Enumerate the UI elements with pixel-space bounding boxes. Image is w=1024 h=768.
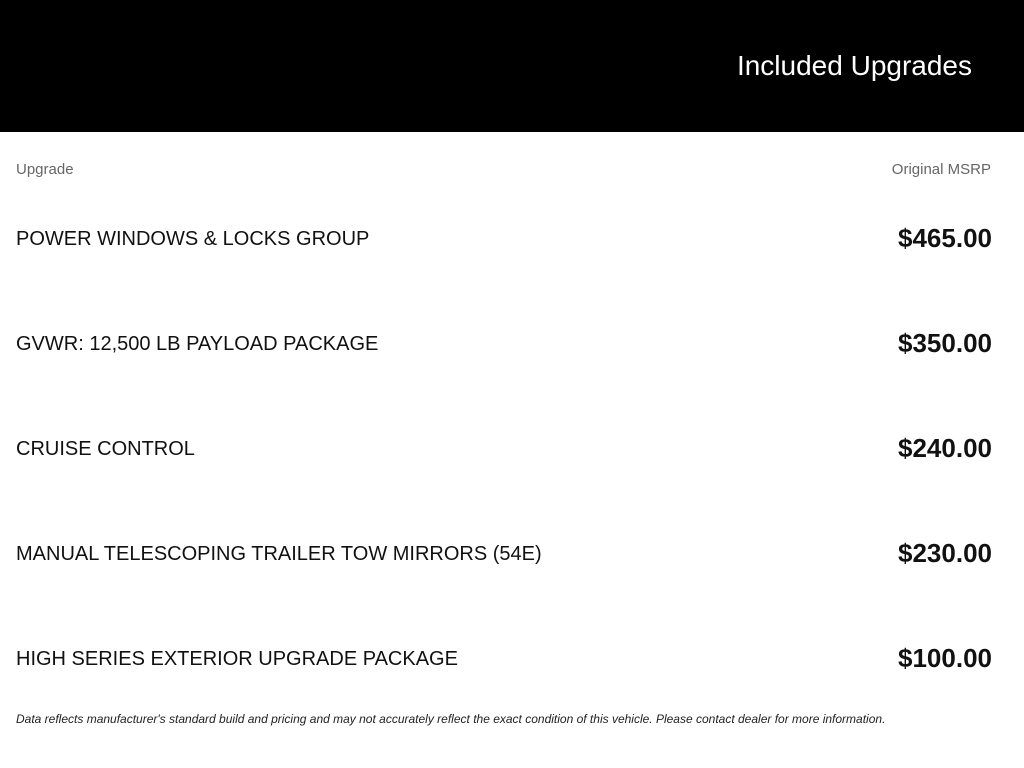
upgrade-price: $240.00	[898, 433, 992, 463]
upgrade-name: HIGH SERIES EXTERIOR UPGRADE PACKAGE	[16, 648, 458, 670]
list-item	[0, 395, 1024, 500]
disclaimer-text: Data reflects manufacturer's standard build and pricing and may not accurately reflect the exact condition of this vehicle. Please contact dealer for more information.	[16, 712, 886, 726]
list-item	[0, 500, 1024, 605]
upgrade-price: $465.00	[898, 223, 992, 253]
upgrade-price: $230.00	[898, 538, 992, 568]
upgrade-price: $350.00	[898, 328, 992, 358]
upgrade-name: MANUAL TELESCOPING TRAILER TOW MIRRORS (54E)	[16, 543, 542, 565]
upgrade-name: CRUISE CONTROL	[16, 438, 195, 460]
upgrade-name: GVWR: 12,500 LB PAYLOAD PACKAGE	[16, 333, 379, 355]
column-header-msrp: Original MSRP	[891, 161, 991, 178]
list-item	[0, 185, 1024, 290]
upgrade-price: $100.00	[898, 643, 992, 673]
header-bar	[0, 0, 1024, 132]
column-header-upgrade: Upgrade	[16, 161, 74, 178]
list-item	[0, 605, 1024, 710]
list-item	[0, 290, 1024, 395]
upgrade-name: POWER WINDOWS & LOCKS GROUP	[16, 228, 370, 250]
page-title: Included Upgrades	[736, 50, 972, 81]
upgrade-list	[0, 185, 1024, 710]
